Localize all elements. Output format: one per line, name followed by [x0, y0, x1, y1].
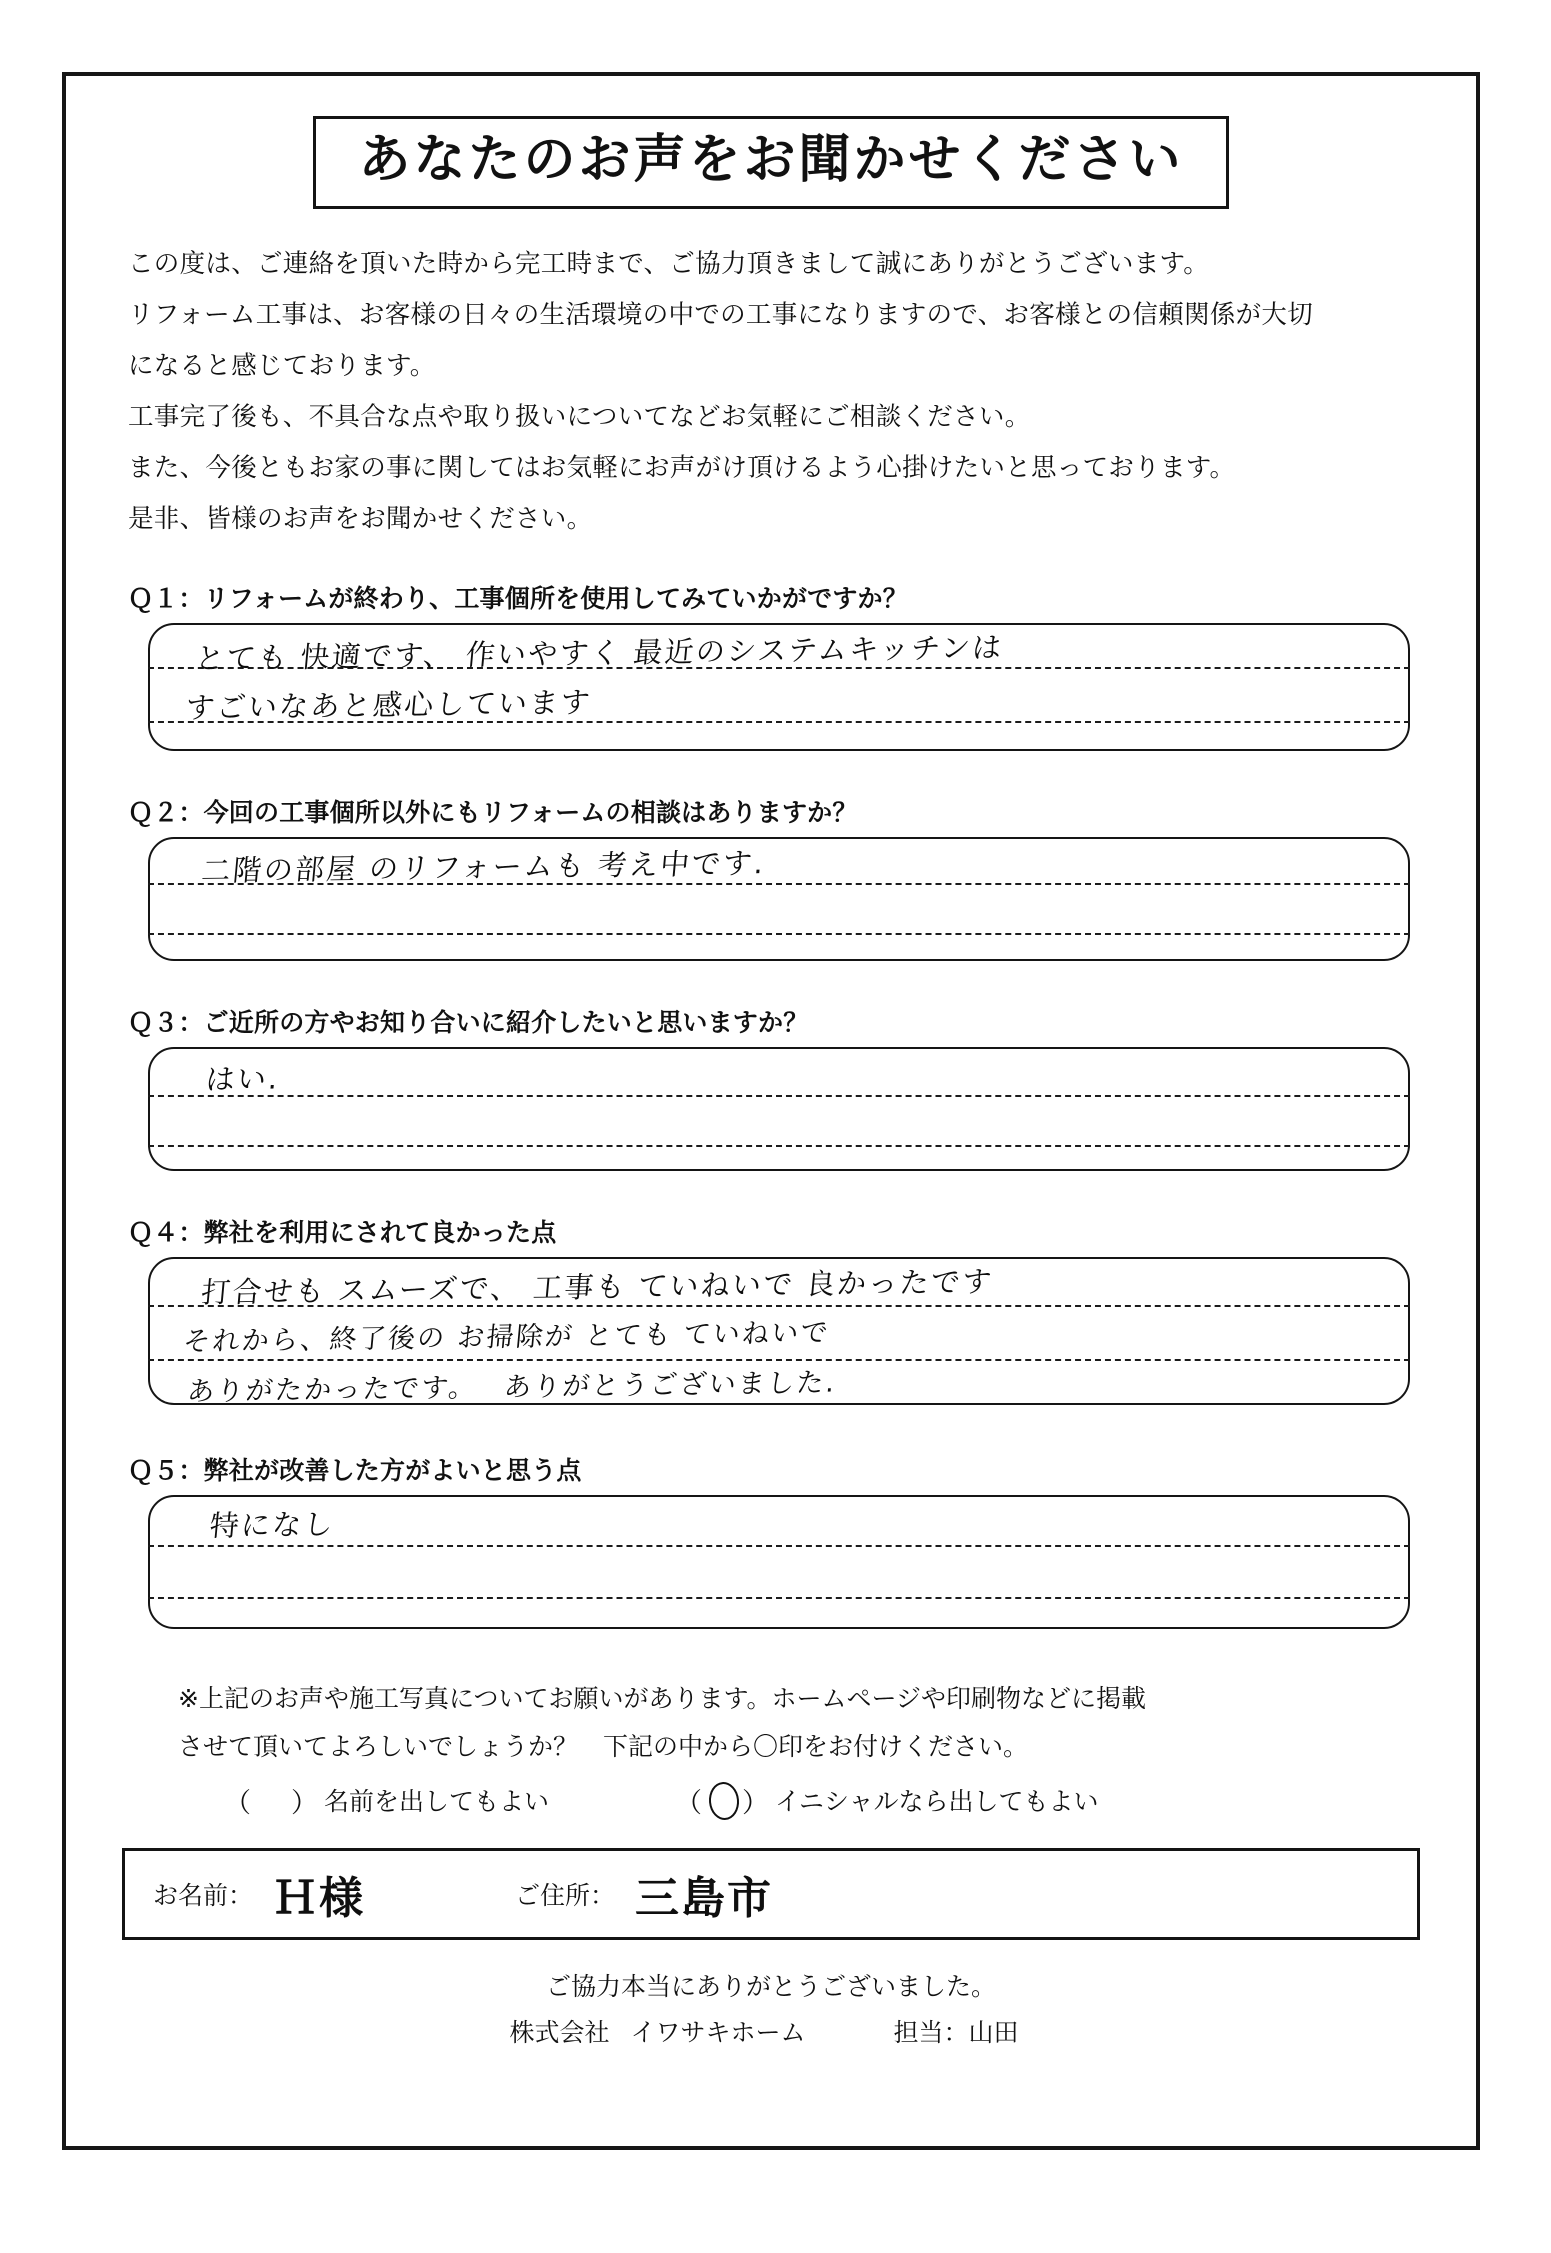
- footer-company-line: [106, 2010, 1436, 2056]
- company-name: イワサキホーム: [630, 2018, 806, 2047]
- rule-line: [148, 1095, 1410, 1097]
- intro-line: この度は、ご連絡を頂いた時から完工時まで、ご協力頂きまして誠にありがとうございます。: [128, 249, 1210, 278]
- identity-box: [122, 1848, 1420, 1940]
- intro-line: リフォーム工事は、お客様の日々の生活環境の中での工事になりますので、お客様との信頼関係が大切: [128, 300, 1314, 329]
- paren-close: ）: [291, 1787, 318, 1818]
- circle-mark-icon: [707, 1781, 740, 1821]
- company-prefix: 株式会社: [509, 2018, 610, 2047]
- intro-line: 是非、皆様のお声をお聞かせください。: [128, 504, 593, 533]
- question-block-q5: [106, 1451, 1436, 1629]
- form-border-frame: [62, 72, 1480, 2150]
- consent-line: させて頂いてよろしいでしょうか？ 下記の中から〇印をお付けください。: [178, 1732, 1029, 1761]
- question-block-q2: [106, 793, 1436, 961]
- rule-line: [148, 1359, 1410, 1361]
- handwritten-answer-q1-line1: とても 快適です、 作いやすく 最近のシステムキッチンは: [193, 629, 1005, 676]
- handwritten-answer-q2-line1: 二階の部屋 のリフォームも 考え中です.: [199, 845, 768, 888]
- answer-box-q3[interactable]: [148, 1047, 1410, 1171]
- handwritten-answer-q3-line1: はい.: [204, 1061, 282, 1097]
- question-label-q2: Ｑ２：今回の工事個所以外にもリフォームの相談はありますか？: [128, 798, 858, 827]
- consent-option-initial[interactable]: [675, 1781, 1099, 1820]
- question-block-q3: [106, 1003, 1436, 1171]
- name-value: Ｈ様: [273, 1872, 366, 1924]
- question-label-q5: Ｑ５：弊社が改善した方がよいと思う点: [128, 1456, 582, 1485]
- question-label-q1: Ｑ１：リフォームが終わり、工事個所を使用してみていかがですか？: [128, 584, 908, 613]
- address-value: 三島市: [635, 1872, 774, 1924]
- consent-line: ※上記のお声や施工写真についてお願いがあります。ホームページや印刷物などに掲載: [178, 1684, 1146, 1713]
- question-label-q4: Ｑ４：弊社を利用にされて良かった点: [128, 1218, 557, 1247]
- paren-close: ）: [742, 1787, 770, 1818]
- intro-line: また、今後ともお家の事に関してはお気軽にお声がけ頂けるよう心掛けたいと思っております。: [128, 453, 1236, 482]
- answer-box-q1[interactable]: [148, 623, 1410, 751]
- consent-option-name[interactable]: [224, 1781, 549, 1820]
- rule-line: [148, 933, 1410, 935]
- answer-box-q4[interactable]: [148, 1257, 1410, 1408]
- rule-line: [148, 1145, 1410, 1147]
- form-title-container: [106, 116, 1436, 209]
- page-title: あなたのお声をお聞かせください: [358, 129, 1184, 190]
- consent-option-initial-label: イニシャルなら出してもよい: [775, 1788, 1099, 1817]
- rule-line: [148, 1545, 1410, 1547]
- paren-open: （: [224, 1787, 251, 1818]
- handwritten-answer-q1-line2: すごいなあと感心しています: [184, 684, 594, 725]
- rule-line: [148, 1597, 1410, 1599]
- name-label: お名前：: [153, 1881, 254, 1910]
- intro-line: 工事完了後も、不具合な点や取り扱いについてなどお気軽にご相談ください。: [128, 402, 1031, 431]
- answer-box-q2[interactable]: [148, 837, 1410, 961]
- checkbox-slot-name[interactable]: [251, 1785, 291, 1815]
- handwritten-answer-q4-line3: ありがたかったです。 ありがとうございました.: [185, 1367, 838, 1408]
- form-title-box: [313, 116, 1228, 209]
- question-label-q3: Ｑ３：ご近所の方やお知り合いに紹介したいと思いますか？: [128, 1008, 809, 1037]
- question-block-q4: [106, 1213, 1436, 1408]
- handwritten-answer-q5-line1: 特になし: [208, 1506, 337, 1543]
- footer-thanks: ご協力本当にありがとうございました。: [545, 1972, 996, 2001]
- answer-box-q5[interactable]: [148, 1495, 1410, 1629]
- consent-option-name-label: 名前を出してもよい: [324, 1788, 550, 1817]
- paren-open: （: [675, 1787, 703, 1818]
- form-footer: [106, 1964, 1436, 2056]
- address-label: ご住所：: [515, 1881, 616, 1910]
- handwritten-answer-q4-line2: それから、終了後の お掃除が とても ていねいで: [181, 1317, 832, 1358]
- question-block-q1: [106, 579, 1436, 751]
- consent-section: [106, 1675, 1436, 1820]
- checkbox-slot-initial[interactable]: [702, 1785, 742, 1815]
- consent-options: [178, 1781, 1436, 1820]
- intro-paragraph: [106, 239, 1436, 545]
- handwritten-answer-q4-line1: 打合せも スムーズで、 工事も ていねいで 良かったです: [199, 1264, 995, 1310]
- footer-rep: 担当：山田: [893, 2018, 1019, 2047]
- intro-line: になると感じております。: [128, 351, 436, 380]
